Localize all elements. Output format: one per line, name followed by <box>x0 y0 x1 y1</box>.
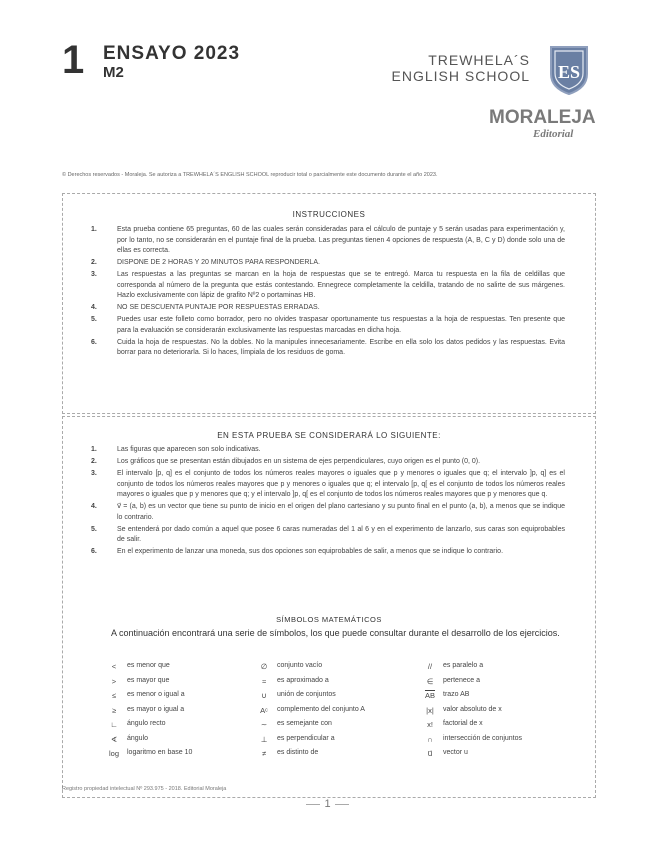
symbol-meaning: es mayor que <box>127 676 170 684</box>
symbols-title: SÍMBOLOS MATEMÁTICOS <box>276 615 382 624</box>
symbol-row <box>419 749 579 764</box>
symbol-glyph: |x| <box>426 705 434 715</box>
symbol-glyph: x! <box>427 720 433 729</box>
symbol-meaning: valor absoluto de x <box>443 705 502 713</box>
item-text: En el experimento de lanzar una moneda, sus dos opciones son equiprobables de salir, a menos que se indique lo contrario. <box>117 548 504 555</box>
symbol-row <box>253 691 413 706</box>
item-text: Esta prueba contiene 65 preguntas, 60 de las cuales serán consideradas para el cálculo de puntaje y 5 serán usadas para experimentación y, por lo tanto, no se considerarán en el puntaje final de la prueba. Las preguntas tienen 4 opciones de respuesta (A, B, C y D) donde solo una de ellas es correcta. <box>117 226 565 254</box>
symbol-meaning: unión de conjuntos <box>277 691 336 698</box>
symbol-glyph: ∼ <box>260 720 268 729</box>
symbol-glyph: u⃗ <box>427 749 433 758</box>
item-text: Se entenderá por dado común a aquel que posee 6 caras numeradas del 1 al 6 y en el experimento de lanzarlo, sus caras son equiprobables de salir. <box>117 525 565 543</box>
considerations-list <box>91 445 565 559</box>
symbol-meaning: trazo AB <box>443 691 470 698</box>
item-number: 2. <box>91 259 97 266</box>
symbol-meaning: es mayor o igual a <box>127 705 185 713</box>
copyright-registration: Registro propiedad intelectual Nº 293.975 - 2018. Editorial Moraleja <box>62 786 227 792</box>
item-text: El intervalo [p, q] es el conjunto de todos los números reales mayores o iguales que p y menores o iguales que q; el intervalo ]p, q] es el conjunto de todos los números reales mayores que p y menores o iguales que q; el intervalo [p, q[ es el conjunto de todos los números reales mayores o iguales que p y menores que q; y el intervalo ]p, q[ es el conjunto de todos los números reales mayores que p y menores que q. <box>117 470 565 498</box>
symbol-meaning: factorial de x <box>443 720 483 727</box>
symbol-glyph: Aᶜ <box>260 705 268 715</box>
symbol-meaning: conjunto vacío <box>277 662 323 669</box>
symbol-glyph: ∪ <box>261 691 267 700</box>
symbol-row <box>419 691 579 706</box>
symbols-column-3 <box>419 662 579 764</box>
symbol-row <box>103 749 243 764</box>
symbol-glyph: ∟ <box>110 720 118 729</box>
symbol-row <box>253 677 413 692</box>
instructions-title: INSTRUCCIONES <box>292 210 366 219</box>
item-number: 3. <box>91 271 97 278</box>
symbol-meaning: es semejante con <box>277 720 332 727</box>
publisher-logo-sub: Editorial <box>533 128 574 140</box>
symbol-meaning: logaritmo en base 10 <box>127 749 193 756</box>
symbol-meaning: es perpendicular a <box>277 734 335 742</box>
symbol-glyph: ∩ <box>427 734 433 744</box>
symbol-row <box>103 720 243 735</box>
list-item <box>91 469 565 501</box>
symbol-meaning: es aproximado a <box>277 676 329 684</box>
exam-subject: M2 <box>103 64 124 81</box>
item-text: Las respuestas a las preguntas se marcan en la hoja de respuestas que se te entregó. Marca tu respuesta en la fila de celdillas que corresponda al número de la pregunta que estás contestando. Ennegrece completamente la celdilla, tratando de no salirte de sus márgenes. Hazlo exclusivamente con lápiz de grafito Nº2 o portaminas HB. <box>117 271 565 299</box>
symbol-row <box>419 735 579 750</box>
school-name-line1: TREWHELA´S <box>428 52 530 68</box>
symbol-meaning: es menor o igual a <box>127 691 185 698</box>
item-text: Los gráficos que se presentan están dibujados en un sistema de ejes perpendiculares, cuyo origen es el punto (0, 0). <box>117 458 481 465</box>
symbol-meaning: ángulo recto <box>127 720 166 727</box>
item-text: Cuida la hoja de respuestas. No la dobles. No la manipules innecesariamente. Escribe en ella solo los datos pedidos y las respuestas. Evita borrar para no deteriorarla. Si lo haces, límpiala de los residuos de goma. <box>117 338 565 356</box>
list-item <box>91 338 565 359</box>
symbol-meaning: pertenece a <box>443 676 480 684</box>
list-item <box>91 258 565 269</box>
list-item <box>91 303 565 314</box>
footer-divider <box>335 804 349 805</box>
school-name-line2: ENGLISH SCHOOL <box>391 68 530 84</box>
symbol-row <box>419 720 579 735</box>
page-number: 1 <box>324 798 331 810</box>
symbol-meaning: es paralelo a <box>443 662 484 669</box>
considerations-title: EN ESTA PRUEBA SE CONSIDERARÁ LO SIGUIENTE: <box>217 431 441 440</box>
symbol-row <box>253 662 413 677</box>
item-text: NO SE DESCUENTA PUNTAJE POR RESPUESTAS ERRADAS. <box>117 304 320 311</box>
symbol-row <box>253 735 413 750</box>
item-number: 3. <box>91 470 97 477</box>
school-name <box>392 52 530 84</box>
list-item <box>91 315 565 336</box>
instructions-list <box>91 225 565 360</box>
symbol-row <box>253 706 413 721</box>
list-item <box>91 525 565 546</box>
symbol-meaning: complemento del conjunto A <box>277 705 365 713</box>
item-number: 6. <box>91 548 97 555</box>
footer-divider <box>306 804 320 805</box>
symbol-glyph: ≤ <box>111 691 117 700</box>
shield-letters: ES <box>557 62 581 82</box>
list-item <box>91 547 565 558</box>
list-item <box>91 502 565 523</box>
symbol-glyph: // <box>427 662 433 671</box>
symbol-row <box>419 677 579 692</box>
page-footer <box>0 798 655 810</box>
symbol-glyph: log <box>108 749 119 758</box>
symbol-meaning: vector u <box>443 749 468 756</box>
list-item <box>91 270 565 302</box>
symbol-row <box>103 662 243 677</box>
symbol-glyph: ∅ <box>260 662 268 671</box>
item-text: v⃗ = (a, b) es un vector que tiene su punto de inicio en el origen del plano cartesiano y su punto final en el punto (a, b), a menos que se indique lo contrario. <box>117 503 565 521</box>
symbols-column-1 <box>103 662 243 764</box>
symbol-meaning: intersección de conjuntos <box>443 734 522 742</box>
item-text: DISPONE DE 2 HORAS Y 20 MINUTOS PARA RESPONDERLA. <box>117 259 320 266</box>
symbol-row <box>253 720 413 735</box>
symbol-glyph: $\overline{AB}$ <box>424 691 435 700</box>
item-number: 1. <box>91 226 97 233</box>
item-number: 6. <box>91 338 97 346</box>
copyright-notice: © Derechos reservados - Moraleja. Se autoriza a TREWHELA´S ENGLISH SCHOOL reproducir total o parcialmente este documento durante el año 2023. <box>62 172 438 178</box>
exam-title: ENSAYO 2023 <box>103 43 241 64</box>
page-number-large: 1 <box>62 38 85 82</box>
item-number: 1. <box>91 446 97 453</box>
symbol-glyph: ∢ <box>110 734 118 744</box>
instructions-box <box>62 193 596 414</box>
symbol-meaning: es menor que <box>127 662 170 669</box>
considerations-box <box>62 416 596 798</box>
symbol-glyph: ≠ <box>261 749 267 758</box>
symbol-row <box>103 691 243 706</box>
symbol-glyph: ⊥ <box>260 734 268 744</box>
symbol-meaning: ángulo <box>127 734 149 742</box>
item-number: 4. <box>91 304 97 311</box>
list-item <box>91 445 565 456</box>
symbol-glyph: ≥ <box>111 705 117 715</box>
symbol-meaning: es distinto de <box>277 749 319 756</box>
school-shield-icon <box>548 44 590 96</box>
symbol-row <box>419 706 579 721</box>
list-item <box>91 457 565 468</box>
item-number: 4. <box>91 503 97 510</box>
item-number: 5. <box>91 316 97 323</box>
symbol-glyph: ≈ <box>261 676 267 686</box>
item-text: Las figuras que aparecen son solo indicativas. <box>117 446 261 453</box>
symbol-glyph: > <box>111 676 117 686</box>
symbols-column-2 <box>253 662 413 764</box>
symbols-intro: A continuación encontrará una serie de símbolos, los que puede consultar durante el desarrollo de los ejercicios. <box>111 628 560 638</box>
symbol-row <box>253 749 413 764</box>
item-number: 5. <box>91 525 97 533</box>
symbol-row <box>419 662 579 677</box>
list-item <box>91 225 565 257</box>
item-number: 2. <box>91 458 97 465</box>
symbol-glyph: < <box>111 662 117 671</box>
publisher-logo: MORALEJA <box>489 107 596 128</box>
symbol-row <box>103 706 243 721</box>
symbol-glyph: ∈ <box>426 676 434 686</box>
item-text: Puedes usar este folleto como borrador, pero no olvides traspasar oportunamente tus respuestas a la hoja de respuestas. Ten presente que para la evaluación se considerarán exclusivamente las respuestas marcadas en dicha hoja. <box>117 316 565 334</box>
symbol-row <box>103 677 243 692</box>
symbol-row <box>103 735 243 750</box>
